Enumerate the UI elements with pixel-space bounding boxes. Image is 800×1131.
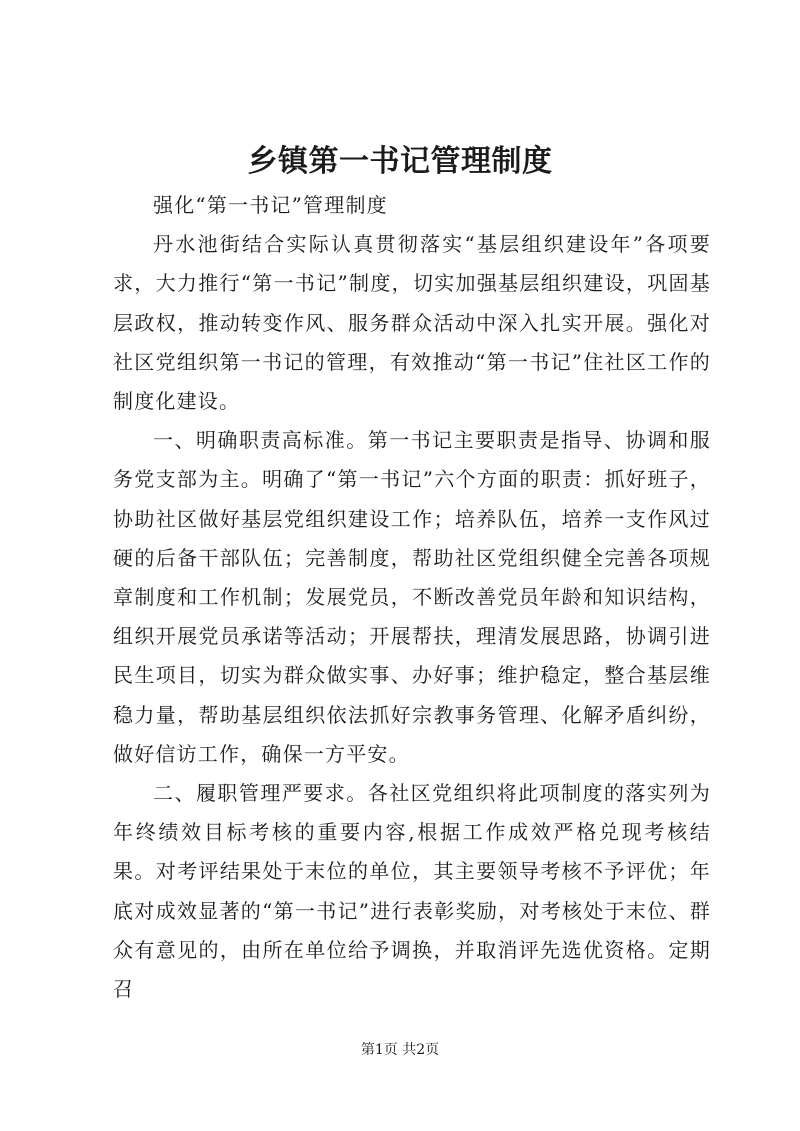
page-title: 乡镇第一书记管理制度 <box>247 144 553 179</box>
paragraph-section-2: 二、履职管理严要求。各社区党组织将此项制度的落实列为年终绩效目标考核的重要内容,根据工作成效严格兑现考核结果。对考评结果处于末位的单位，其主要领导考核不予评优；年底对成效显著的“第一书记”进行表彰奖励，对考核处于末位、群众有意见的，由所在单位给予调换，并取消评先选优资格。定期召 <box>113 781 711 1002</box>
paragraph-intro: 丹水池街结合实际认真贯彻落实“基层组织建设年”各项要求，大力推行“第一书记”制度，切实加强基层组织建设，巩固基层政权，推动转变作风、服务群众活动中深入扎实开展。强化对社区党组织第一书记的管理，有效推动“第一书记”住社区工作的制度化建设。 <box>113 232 711 414</box>
page-footer: 第1页 共2页 <box>360 1042 440 1058</box>
paragraph-section-1: 一、明确职责高标准。第一书记主要职责是指导、协调和服务党支部为主。明确了“第一书记”六个方面的职责：抓好班子，协助社区做好基层党组织建设工作；培养队伍，培养一支作风过硬的后备干部队伍；完善制度，帮助社区党组织健全完善各项规章制度和工作机制；发展党员，不断改善党员年龄和知识结构，组织开展党员承诺等活动；开展帮扶，理清发展思路，协调引进民生项目，切实为群众做实事、办好事；维护稳定，整合基层维稳力量，帮助基层组织依法抓好宗教事务管理、化解矛盾纠纷，做好信访工作，确保一方平安。 <box>113 428 711 766</box>
paragraph-subtitle: 强化“第一书记”管理制度 <box>153 193 388 217</box>
document-body <box>113 186 711 1009</box>
